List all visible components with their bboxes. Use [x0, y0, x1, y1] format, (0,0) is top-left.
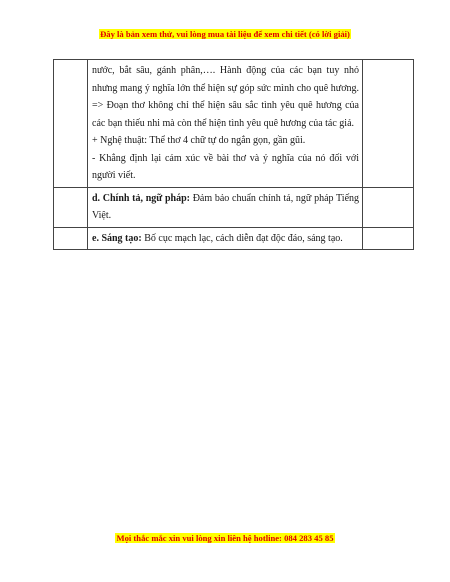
table-cell-content — [88, 227, 363, 250]
table-cell-index — [54, 187, 88, 227]
criterion-text: Đảm bảo chuẩn chính tả, ngữ pháp Tiếng Việt. — [92, 192, 360, 221]
criterion-label: e. Sáng tạo: — [92, 232, 142, 244]
table-row — [54, 227, 414, 250]
table-row — [54, 187, 414, 227]
content-paragraph: nước, bắt sâu, gánh phân,…. Hành động của các bạn tuy nhỏ nhưng mang ý nghĩa lớn thể hiện sự góp sức mình cho quê hương. => Đoạn thơ không chỉ thể hiện sâu sắc tình yêu quê hương của các bạn thiếu nhi mà còn thể hiện tình yêu quê hương của tác giả. — [92, 65, 359, 129]
content-paragraph-art: + Nghệ thuật: Thể thơ 4 chữ tự do ngắn gọn, gần gũi. — [92, 135, 306, 146]
table-cell-content — [88, 60, 363, 188]
preview-notice-text: Đây là bản xem thử, vui lòng mua tài liệu để xem chi tiết (có lời giải) — [100, 29, 350, 39]
table-row — [54, 60, 414, 188]
table-cell-index — [54, 60, 88, 188]
table-cell-index — [54, 227, 88, 250]
hotline-footer-banner — [0, 533, 450, 543]
grading-table — [53, 59, 414, 250]
table-cell-score — [363, 187, 414, 227]
criterion-text: Bố cục mạch lạc, cách diễn đạt độc đáo, sáng tạo. — [141, 232, 343, 244]
table-cell-score — [363, 227, 414, 250]
table-cell-score — [363, 60, 414, 188]
table-cell-content — [88, 187, 363, 227]
criterion-spelling — [92, 190, 359, 225]
criterion-creativity — [92, 230, 359, 248]
hotline-text: Mọi thắc mắc xin vui lòng xin liên hệ hotline: 084 283 45 85 — [116, 533, 334, 543]
criterion-label: d. Chính tả, ngữ pháp: — [92, 192, 190, 204]
content-paragraph-conclusion: - Khẳng định lại cảm xúc về bài thơ và ý nghĩa của nó đối với người viết. — [92, 152, 359, 181]
preview-notice-banner — [0, 29, 450, 39]
